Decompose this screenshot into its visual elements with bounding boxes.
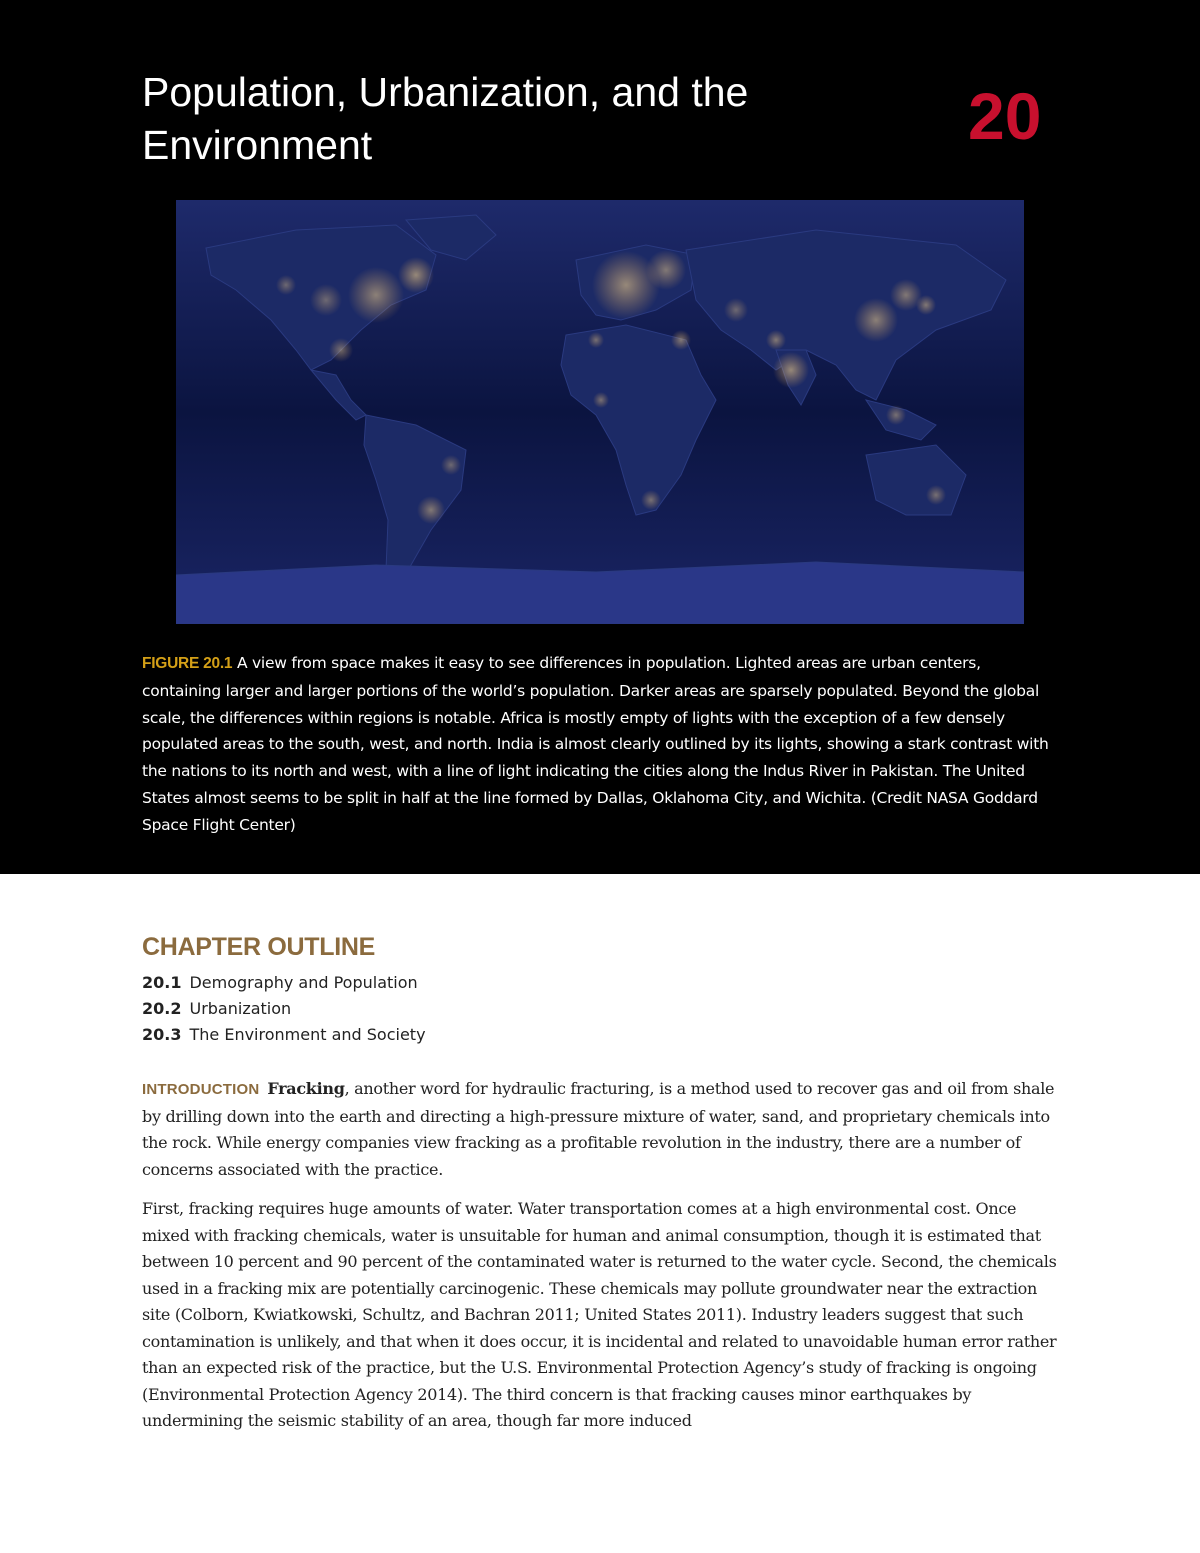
outline-item-number: 20.1 (142, 973, 182, 992)
outline-item-title: The Environment and Society (189, 1025, 426, 1044)
outline-item-title: Demography and Population (189, 973, 418, 992)
introduction-section (142, 1076, 1064, 1448)
night-earth-map (176, 200, 1024, 624)
intro-paragraph (142, 1076, 1064, 1183)
introduction-label: INTRODUCTION (142, 1081, 260, 1098)
intro-term: Fracking (267, 1079, 345, 1098)
figure-caption (142, 650, 1062, 839)
chapter-outline-list (142, 970, 426, 1048)
outline-item[interactable] (142, 970, 426, 996)
chapter-title: Population, Urbanization, and the Environment (142, 69, 749, 168)
outline-item-title: Urbanization (189, 999, 292, 1018)
intro-paragraph-text: , another word for hydraulic fracturing, is a method used to recover gas and oil from shale by drilling down into the earth and directing a high-pressure mixture of water, sand, and proprietary chemicals into the rock. While energy companies view fracking as a profitable revolution in the industry, there are a number of concerns associated with the practice. (142, 1079, 1055, 1179)
outline-item[interactable] (142, 996, 426, 1022)
chapter-outline-heading: CHAPTER OUTLINE (142, 933, 376, 961)
figure-label: FIGURE 20.1 (142, 655, 233, 672)
outline-item-number: 20.2 (142, 999, 182, 1018)
body-paragraph: First, fracking requires huge amounts of water. Water transportation comes at a high environmental cost. Once mixed with fracking chemicals, water is unsuitable for human and animal consumption, though it is estimated that between 10 percent and 90 percent of the contaminated water is returned to the water cycle. Second, the chemicals used in a fracking mix are potentially carcinogenic. These chemicals may pollute groundwater near the extraction site (Colborn, Kwiatkowski, Schultz, and Bachran 2011; United States 2011). Industry leaders suggest that such contamination is unlikely, and that when it does occur, it is incidental and related to unavoidable human error rather than an expected risk of the practice, but the U.S. Environmental Protection Agency’s study of fracking is ongoing (Environmental Protection Agency 2014). The third concern is that fracking causes minor earthquakes by undermining the seismic stability of an area, though far more induced (142, 1199, 1057, 1430)
chapter-number: 20 (968, 79, 1042, 153)
outline-item[interactable] (142, 1022, 426, 1048)
figure-caption-text: A view from space makes it easy to see differences in population. Lighted areas are urban centers, containing larger and larger portions of the world’s population. Darker areas are sparsely populated. Beyond the global scale, the differences within regions is notable. Africa is mostly empty of lights with the exception of a few densely populated areas to the south, west, and north. India is almost clearly outlined by its lights, showing a stark contrast with the nations to its north and west, with a line of light indicating the cities along the Indus River in Pakistan. The United States almost seems to be split in half at the line formed by Dallas, Oklahoma City, and Wichita. (Credit NASA Goddard Space Flight Center) (142, 654, 1049, 834)
outline-item-number: 20.3 (142, 1025, 182, 1044)
